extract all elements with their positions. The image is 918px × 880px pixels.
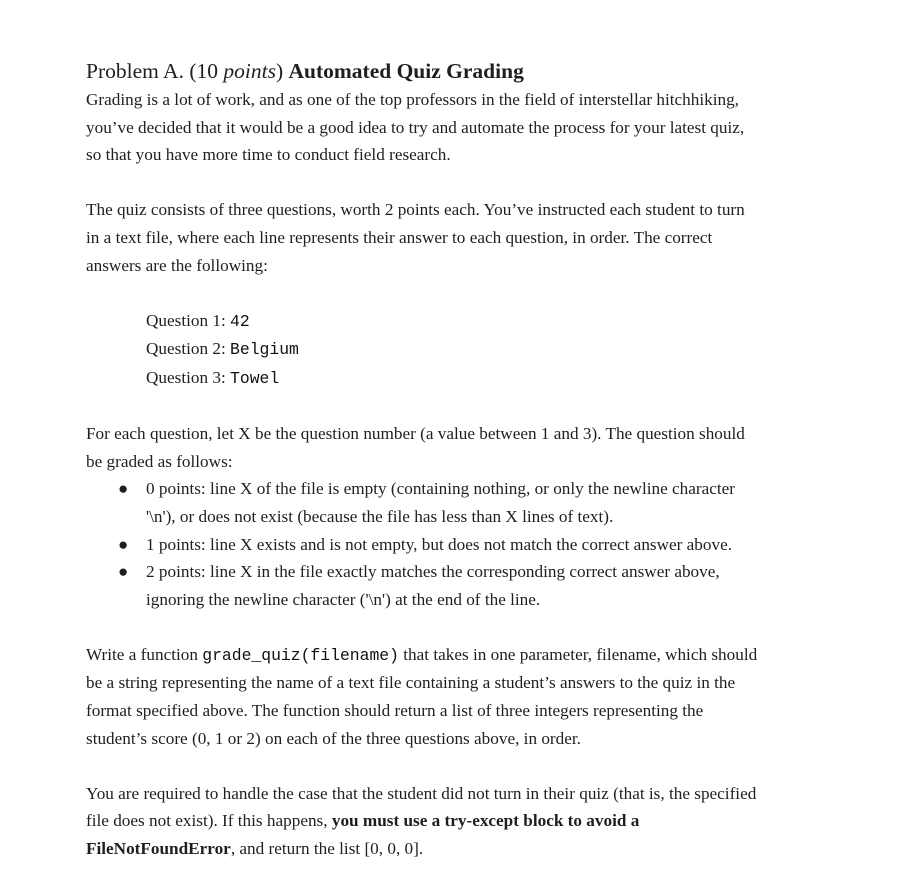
document-page xyxy=(86,56,886,863)
grading-intro-paragraph xyxy=(86,420,886,475)
grading-rules-list xyxy=(86,475,886,613)
answer-value: Towel xyxy=(230,368,280,388)
problem-title: Automated Quiz Grading xyxy=(288,59,524,83)
quiz-description-paragraph xyxy=(86,196,886,279)
answer-value: 42 xyxy=(230,311,250,331)
answer-row xyxy=(146,335,886,364)
quiz-desc-line: in a text file, where each line represents their answer to each question, in order. The correct xyxy=(86,227,713,247)
function-description-paragraph xyxy=(86,641,886,752)
exception-emphasis: you must use a try-except block to avoid a xyxy=(331,811,640,831)
function-desc-pre: Write a function xyxy=(86,644,203,664)
rule-line: ignoring the newline character ('\n') at the end of the line. xyxy=(146,589,541,609)
intro-paragraph xyxy=(86,86,886,169)
rule-line: 2 points: line X in the file exactly matches the corresponding correct answer above, xyxy=(146,562,720,582)
answer-row xyxy=(146,364,886,393)
answer-label: Question 3: xyxy=(146,367,231,387)
rule-line: 1 points: line X exists and is not empty, but does not match the correct answer above. xyxy=(146,534,732,554)
answer-row xyxy=(146,307,886,336)
function-desc-line: format specified above. The function should return a list of three integers representing the xyxy=(86,701,704,721)
function-signature: grade_quiz(filename) xyxy=(202,645,399,665)
bullet-icon: ● xyxy=(118,562,129,582)
answer-label: Question 2: xyxy=(146,339,231,359)
exception-line: You are required to handle the case that the student did not turn in their quiz (that is, the specified xyxy=(86,783,757,803)
problem-label: Problem A. xyxy=(86,59,184,83)
rule-item xyxy=(118,475,886,530)
grading-intro-line: For each question, let X be the question number (a value between 1 and 3). The question should xyxy=(86,424,745,444)
problem-points-word: points xyxy=(223,59,276,83)
answer-label: Question 1: xyxy=(146,310,231,330)
answer-value: Belgium xyxy=(230,340,299,360)
rule-line: 0 points: line X of the file is empty (containing nothing, or only the newline character xyxy=(146,479,735,499)
exception-paragraph xyxy=(86,780,886,863)
intro-line: Grading is a lot of work, and as one of the top professors in the field of interstellar hitchhiking, xyxy=(86,90,739,109)
grading-intro-line: be graded as follows: xyxy=(86,451,233,471)
function-desc-post: that takes in one parameter, filename, which should xyxy=(398,644,758,664)
rule-line: '\n'), or does not exist (because the file has less than X lines of text). xyxy=(146,506,614,526)
problem-points-suffix: ) xyxy=(275,59,284,83)
problem-heading xyxy=(86,56,886,86)
bullet-icon: ● xyxy=(118,534,129,554)
rule-item xyxy=(118,531,886,559)
intro-line: so that you have more time to conduct field research. xyxy=(86,145,451,165)
exception-error-name: FileNotFoundError xyxy=(86,839,231,859)
problem-points-prefix: (10 xyxy=(189,59,224,83)
intro-line: you’ve decided that it would be a good idea to try and automate the process for your latest quiz, xyxy=(86,117,745,137)
correct-answers-list xyxy=(146,307,886,393)
exception-line-pre: file does not exist). If this happens, xyxy=(86,811,332,831)
quiz-desc-line: The quiz consists of three questions, worth 2 points each. You’ve instructed each student to turn xyxy=(86,200,745,220)
quiz-desc-line: answers are the following: xyxy=(86,255,268,275)
function-desc-line: student’s score (0, 1 or 2) on each of the three questions above, in order. xyxy=(86,728,581,748)
function-desc-first-line xyxy=(86,645,757,664)
exception-line-post: , and return the list [0, 0, 0]. xyxy=(230,839,424,859)
function-desc-line: be a string representing the name of a text file containing a student’s answers to the quiz in the xyxy=(86,673,736,693)
bullet-icon: ● xyxy=(118,479,129,499)
rule-item xyxy=(118,558,886,613)
